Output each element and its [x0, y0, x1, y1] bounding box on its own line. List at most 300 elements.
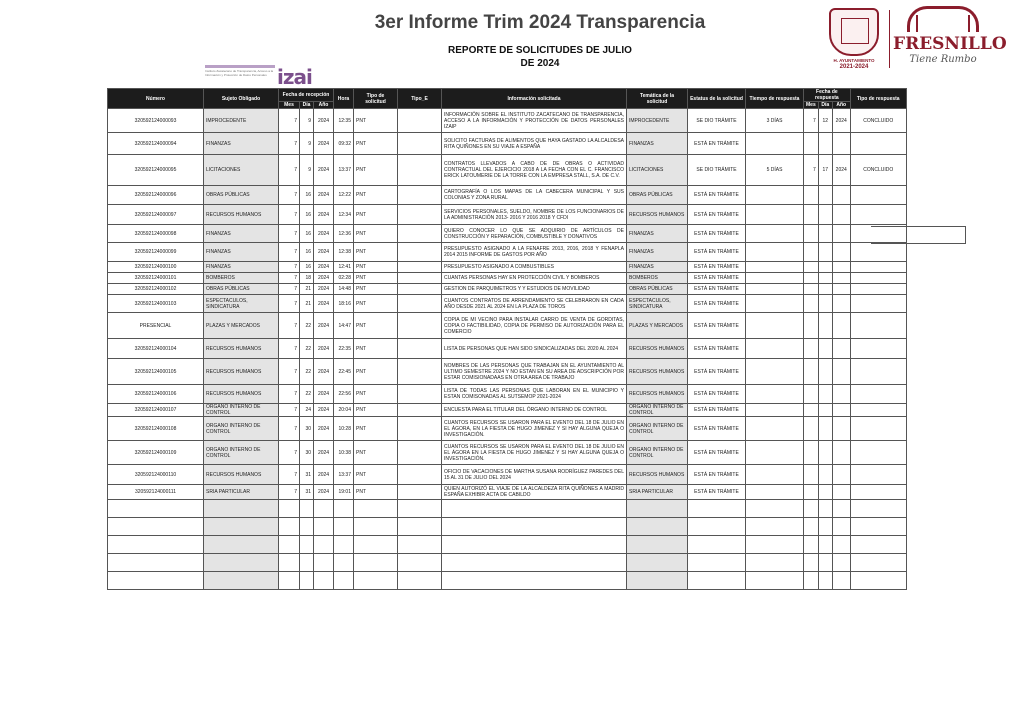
empty-cell	[442, 572, 627, 590]
cell-tipo-solicitud: PNT	[354, 295, 398, 313]
cell-resp-dia	[818, 359, 832, 385]
cell-numero: 320592124000105	[108, 359, 204, 385]
cell-anio: 2024	[314, 417, 334, 441]
cell-tiempo	[746, 262, 804, 273]
cell-dia: 16	[300, 225, 314, 243]
cell-numero: 320592124000094	[108, 133, 204, 155]
empty-cell	[850, 554, 906, 572]
cell-estatus: ESTÁ EN TRÁMITE	[688, 441, 746, 465]
cell-tipo-respuesta	[850, 313, 906, 339]
empty-cell	[832, 554, 850, 572]
cell-numero: 320592124000107	[108, 404, 204, 417]
cell-anio: 2024	[314, 205, 334, 225]
cell-anio: 2024	[314, 295, 334, 313]
cell-mes: 7	[279, 417, 300, 441]
cell-tipo-solicitud: PNT	[354, 313, 398, 339]
cell-hora: 12:35	[334, 109, 354, 133]
cell-estatus: ESTÁ EN TRÁMITE	[688, 205, 746, 225]
cell-resp-anio	[832, 385, 850, 404]
cell-tipo-e	[398, 339, 442, 359]
empty-cell	[279, 536, 300, 554]
cell-tipo-e	[398, 385, 442, 404]
empty-cell	[354, 500, 398, 518]
cell-resp-anio	[832, 186, 850, 205]
empty-cell	[398, 554, 442, 572]
cell-tematica: RECURSOS HUMANOS	[627, 359, 688, 385]
cell-mes: 7	[279, 359, 300, 385]
cell-hora: 12:22	[334, 186, 354, 205]
cell-numero: 320592124000104	[108, 339, 204, 359]
cell-tematica: ORGANO INTERNO DE CONTROL	[627, 404, 688, 417]
table-row	[108, 273, 907, 284]
cell-info: CUANTOS CONTRATOS DE ARRENDAMIENTO SE CELEBRARON EN CADA AÑO DESDE 2021 AL 2024 EN LA PLAZA DE TOROS	[442, 295, 627, 313]
cell-mes: 7	[279, 273, 300, 284]
cell-dia: 9	[300, 109, 314, 133]
report-title: 3er Informe Trim 2024 Transparencia	[374, 12, 706, 33]
table-row	[108, 186, 907, 205]
cell-resp-anio	[832, 243, 850, 262]
cell-tematica: RECURSOS HUMANOS	[627, 205, 688, 225]
col-resp-anio: Año	[832, 102, 850, 109]
cell-tipo-e	[398, 273, 442, 284]
cell-sujeto: RECURSOS HUMANOS	[204, 205, 279, 225]
cell-tiempo	[746, 485, 804, 500]
cell-tipo-e	[398, 485, 442, 500]
cell-tematica: FINANZAS	[627, 133, 688, 155]
cell-anio: 2024	[314, 359, 334, 385]
cell-tipo-respuesta	[850, 404, 906, 417]
izai-logo	[205, 65, 323, 87]
cell-resp-anio	[832, 404, 850, 417]
table-row	[108, 404, 907, 417]
cell-resp-mes	[804, 485, 819, 500]
cell-dia: 31	[300, 485, 314, 500]
cell-mes: 7	[279, 465, 300, 485]
cell-dia: 22	[300, 313, 314, 339]
table-row	[108, 284, 907, 295]
cell-sujeto: OBRAS PÚBLICAS	[204, 186, 279, 205]
cell-tipo-solicitud: PNT	[354, 133, 398, 155]
cell-resp-mes	[804, 339, 819, 359]
col-resp-dia: Día	[818, 102, 832, 109]
col-sujeto: Sujeto Obligado	[204, 89, 279, 109]
cell-resp-mes	[804, 133, 819, 155]
cell-tipo-solicitud: PNT	[354, 225, 398, 243]
cell-resp-anio: 2024	[832, 109, 850, 133]
cell-resp-mes	[804, 225, 819, 243]
table-row	[108, 155, 907, 186]
empty-cell	[108, 518, 204, 536]
empty-cell	[334, 500, 354, 518]
empty-cell	[354, 536, 398, 554]
cell-resp-anio	[832, 225, 850, 243]
cell-info: SOLICITO FACTURAS DE ALIMENTOS QUE HAYA GASTADO LA ALCALDESA RITA QUIÑONES EN SU VIAJE A ESPAÑA	[442, 133, 627, 155]
empty-cell	[300, 518, 314, 536]
col-mes: Mes	[279, 102, 300, 109]
cell-tipo-e	[398, 441, 442, 465]
cell-info: PRESUPUESTO ASIGNADO A LA FENAFRE 2013, 2016, 2018 Y FENAPLA 2014 2015 INFORME DE GASTOS POR AÑO	[442, 243, 627, 262]
cell-resp-anio	[832, 273, 850, 284]
cell-resp-dia	[818, 313, 832, 339]
cell-numero: 320592124000098	[108, 225, 204, 243]
cell-tiempo	[746, 385, 804, 404]
cell-tipo-e	[398, 359, 442, 385]
cell-tipo-solicitud: PNT	[354, 205, 398, 225]
cell-estatus: ESTÁ EN TRÁMITE	[688, 133, 746, 155]
cell-resp-mes	[804, 417, 819, 441]
empty-cell	[204, 500, 279, 518]
cell-anio: 2024	[314, 243, 334, 262]
cell-hora: 12:38	[334, 243, 354, 262]
cell-dia: 9	[300, 155, 314, 186]
cell-tipo-e	[398, 295, 442, 313]
cell-dia: 16	[300, 262, 314, 273]
cell-tipo-respuesta	[850, 295, 906, 313]
cell-tematica: LICITACIONES	[627, 155, 688, 186]
table-row	[108, 485, 907, 500]
table-row	[108, 109, 907, 133]
cell-numero: 320592124000095	[108, 155, 204, 186]
col-info: Información solicitada	[442, 89, 627, 109]
col-numero: Número	[108, 89, 204, 109]
empty-cell	[688, 518, 746, 536]
cell-numero: 320592124000100	[108, 262, 204, 273]
cell-tiempo	[746, 273, 804, 284]
cell-resp-dia	[818, 284, 832, 295]
empty-cell	[688, 572, 746, 590]
cell-tipo-e	[398, 109, 442, 133]
cell-info: GESTION DE PARQUIMETROS Y Y ESTUDIOS DE MOVILIDAD	[442, 284, 627, 295]
empty-cell	[818, 572, 832, 590]
subtitle-line-2: DE 2024	[520, 58, 560, 69]
cell-resp-dia: 12	[818, 109, 832, 133]
cell-resp-dia	[818, 385, 832, 404]
cell-numero: 320592124000097	[108, 205, 204, 225]
empty-cell	[627, 500, 688, 518]
empty-cell	[627, 572, 688, 590]
empty-cell	[334, 518, 354, 536]
cell-tiempo	[746, 441, 804, 465]
empty-cell	[279, 500, 300, 518]
coat-of-arms-icon	[829, 8, 879, 56]
cell-tematica: ORGANO INTERNO DE CONTROL	[627, 441, 688, 465]
cell-tipo-e	[398, 243, 442, 262]
cell-tematica: FINANZAS	[627, 243, 688, 262]
cell-sujeto: RECURSOS HUMANOS	[204, 359, 279, 385]
empty-cell	[398, 572, 442, 590]
empty-cell	[300, 536, 314, 554]
cell-resp-anio	[832, 313, 850, 339]
cell-info: QUIERO CONOCER LO QUE SE ADQUIRIO DE ARTÍCULOS DE CONSTRUCCIÓN Y REPARACIÓN, COMBUSTIBLE Y DONATIVOS	[442, 225, 627, 243]
empty-cell	[300, 572, 314, 590]
empty-cell	[804, 572, 819, 590]
empty-cell	[627, 536, 688, 554]
cell-tipo-solicitud: PNT	[354, 359, 398, 385]
cell-tematica: ESPECTACULOS, SINDICATURA	[627, 295, 688, 313]
empty-cell	[832, 572, 850, 590]
cell-tematica: ORGANO INTERNO DE CONTROL	[627, 417, 688, 441]
cell-tipo-e	[398, 313, 442, 339]
seal-caption: H. AYUNTAMIENTO	[833, 58, 875, 63]
cell-info: OFICIO DE VACACIONES DE MARTHA SUSANA RODRÍGUEZ PAREDES DEL 15 AL 31 DE JULIO DEL 2024	[442, 465, 627, 485]
col-fecha-respuesta: Fecha de respuesta	[804, 89, 851, 102]
cell-numero: 320592124000093	[108, 109, 204, 133]
cell-sujeto: ORGANO INTERNO DE CONTROL	[204, 417, 279, 441]
cell-tipo-respuesta	[850, 262, 906, 273]
empty-cell	[314, 500, 334, 518]
col-dia: Día	[300, 102, 314, 109]
cell-anio: 2024	[314, 155, 334, 186]
cell-sujeto: RECURSOS HUMANOS	[204, 465, 279, 485]
cell-resp-mes	[804, 243, 819, 262]
cell-tipo-respuesta	[850, 205, 906, 225]
cell-hora: 12:36	[334, 225, 354, 243]
cell-tipo-respuesta: CONCLUIDO	[850, 109, 906, 133]
cell-numero: 320592124000108	[108, 417, 204, 441]
empty-cell	[398, 536, 442, 554]
cell-sujeto: BOMBEROS	[204, 273, 279, 284]
cell-hora: 12:34	[334, 205, 354, 225]
empty-cell	[314, 536, 334, 554]
cell-info: CUANTAS PERSONAS HAY EN PROTECCIÓN CIVIL Y BOMBEROS	[442, 273, 627, 284]
empty-cell	[688, 554, 746, 572]
table-row	[108, 465, 907, 485]
cell-tiempo: 5 DÍAS	[746, 155, 804, 186]
empty-cell	[850, 518, 906, 536]
empty-cell	[204, 572, 279, 590]
cell-mes: 7	[279, 485, 300, 500]
table-row	[108, 385, 907, 404]
cell-anio: 2024	[314, 404, 334, 417]
cell-mes: 7	[279, 155, 300, 186]
cell-tiempo	[746, 359, 804, 385]
cell-info: QUIEN AUTORIZÓ EL VIAJE DE LA ALCALDEZA RITA QUIÑONES A MADRID ESPAÑA EXHIBIR ACTA DE CABILDO	[442, 485, 627, 500]
empty-cell	[442, 518, 627, 536]
cell-resp-dia	[818, 133, 832, 155]
cell-mes: 7	[279, 441, 300, 465]
cell-dia: 31	[300, 465, 314, 485]
empty-cell	[850, 500, 906, 518]
col-hora: Hora	[334, 89, 354, 109]
cell-sujeto: SRIA PARTICULAR	[204, 485, 279, 500]
cell-sujeto: FINANZAS	[204, 262, 279, 273]
cell-anio: 2024	[314, 273, 334, 284]
cell-numero: PRESENCIAL	[108, 313, 204, 339]
cell-resp-mes	[804, 404, 819, 417]
cell-dia: 30	[300, 417, 314, 441]
cell-tipo-solicitud: PNT	[354, 155, 398, 186]
cell-info: LISTA DE PERSONAS QUE HAN SIDO SINDICALIZADAS DEL 2020 AL 2024	[442, 339, 627, 359]
empty-cell	[314, 554, 334, 572]
cell-tiempo: 3 DÍAS	[746, 109, 804, 133]
cell-tipo-e	[398, 205, 442, 225]
cell-numero: 320592124000109	[108, 441, 204, 465]
empty-cell	[442, 536, 627, 554]
table-row	[108, 205, 907, 225]
empty-cell	[108, 500, 204, 518]
table-row	[108, 339, 907, 359]
cell-hora: 10:28	[334, 417, 354, 441]
cell-tipo-e	[398, 284, 442, 295]
arch-icon	[907, 6, 979, 32]
table-row	[108, 243, 907, 262]
cell-tematica: FINANZAS	[627, 262, 688, 273]
cell-numero: 320592124000110	[108, 465, 204, 485]
empty-cell	[314, 518, 334, 536]
cell-estatus: ESTÁ EN TRÁMITE	[688, 485, 746, 500]
cell-estatus: ESTÁ EN TRÁMITE	[688, 295, 746, 313]
cell-mes: 7	[279, 225, 300, 243]
cell-tipo-solicitud: PNT	[354, 109, 398, 133]
cell-resp-anio	[832, 284, 850, 295]
cell-resp-mes	[804, 205, 819, 225]
cell-tematica: RECURSOS HUMANOS	[627, 385, 688, 404]
empty-cell	[746, 572, 804, 590]
cell-tipo-respuesta	[850, 359, 906, 385]
cell-resp-dia	[818, 262, 832, 273]
empty-cell	[832, 518, 850, 536]
cell-hora: 12:41	[334, 262, 354, 273]
table-row	[108, 313, 907, 339]
cell-tipo-solicitud: PNT	[354, 273, 398, 284]
cell-tematica: PLAZAS Y MERCADOS	[627, 313, 688, 339]
fresnillo-tagline: Tiene Rumbo	[909, 54, 977, 65]
cell-sujeto: PLAZAS Y MERCADOS	[204, 313, 279, 339]
cell-resp-mes	[804, 295, 819, 313]
empty-cell	[354, 554, 398, 572]
cell-resp-mes	[804, 273, 819, 284]
cell-dia: 16	[300, 186, 314, 205]
empty-cell	[850, 572, 906, 590]
col-tipo-e: Tipo_E	[398, 89, 442, 109]
table-row	[108, 295, 907, 313]
table-row	[108, 225, 907, 243]
cell-anio: 2024	[314, 465, 334, 485]
cell-tipo-respuesta	[850, 186, 906, 205]
logo-divider	[889, 10, 890, 68]
cell-numero: 320592124000101	[108, 273, 204, 284]
cell-mes: 7	[279, 313, 300, 339]
cell-resp-dia	[818, 243, 832, 262]
subtitle-line-1: REPORTE DE SOLICITUDES DE JULIO	[448, 45, 632, 56]
cell-dia: 22	[300, 359, 314, 385]
empty-cell	[442, 554, 627, 572]
empty-cell	[746, 554, 804, 572]
empty-row	[108, 554, 907, 572]
cell-estatus: ESTÁ EN TRÁMITE	[688, 273, 746, 284]
cell-tipo-e	[398, 417, 442, 441]
empty-cell	[804, 536, 819, 554]
cell-info: PRESUPUESTO ASIGNADO A COMBUSTIBLES	[442, 262, 627, 273]
cell-sujeto: ORGANO INTERNO DE CONTROL	[204, 404, 279, 417]
empty-cell	[442, 500, 627, 518]
cell-tipo-e	[398, 225, 442, 243]
cell-resp-mes	[804, 385, 819, 404]
fresnillo-name: FRESNILLO	[893, 34, 1007, 54]
cell-numero: 320592124000103	[108, 295, 204, 313]
cell-tipo-e	[398, 404, 442, 417]
cell-tipo-solicitud: PNT	[354, 417, 398, 441]
cell-estatus: SE DIO TRÁMITE	[688, 109, 746, 133]
requests-table	[107, 88, 907, 590]
cell-resp-dia	[818, 186, 832, 205]
cell-anio: 2024	[314, 313, 334, 339]
cell-tematica: OBRAS PÚBLICAS	[627, 186, 688, 205]
cell-tematica: FINANZAS	[627, 225, 688, 243]
table-row	[108, 441, 907, 465]
col-fecha-recepcion: Fecha de recepción	[279, 89, 334, 102]
table-row	[108, 417, 907, 441]
cell-resp-anio	[832, 417, 850, 441]
cell-tematica: RECURSOS HUMANOS	[627, 465, 688, 485]
cell-sujeto: ORGANO INTERNO DE CONTROL	[204, 441, 279, 465]
cell-resp-anio	[832, 485, 850, 500]
cell-resp-dia	[818, 441, 832, 465]
cell-mes: 7	[279, 339, 300, 359]
cell-hora: 09:32	[334, 133, 354, 155]
cell-estatus: ESTÁ EN TRÁMITE	[688, 465, 746, 485]
empty-cell	[627, 518, 688, 536]
cell-tiempo	[746, 133, 804, 155]
izai-logo-bar	[205, 65, 275, 68]
cell-info: CARTOGRAFÍA O LOS MAPAS DE LA CABECERA MUNICIPAL Y SUS COLONIAS Y ZONA RURAL	[442, 186, 627, 205]
empty-cell	[804, 518, 819, 536]
cell-tiempo	[746, 295, 804, 313]
empty-cell	[354, 572, 398, 590]
cell-sujeto: RECURSOS HUMANOS	[204, 385, 279, 404]
empty-cell	[279, 554, 300, 572]
cell-estatus: ESTÁ EN TRÁMITE	[688, 385, 746, 404]
cell-resp-anio	[832, 295, 850, 313]
empty-row	[108, 500, 907, 518]
cell-tipo-respuesta	[850, 339, 906, 359]
cell-resp-dia	[818, 485, 832, 500]
col-tiempo: Tiempo de respuesta	[746, 89, 804, 109]
cell-info: CUANTOS RECURSOS SE USARON PARA EL EVENTO DEL 18 DE JULIO EN EL ÁGORA EN LA FIESTA DE HUGO JIMENEZ Y SI HAY ALGUNA QUEJA O INVESTIGACIÓN.	[442, 441, 627, 465]
cell-tematica: RECURSOS HUMANOS	[627, 339, 688, 359]
cell-sujeto: RECURSOS HUMANOS	[204, 339, 279, 359]
cell-tiempo	[746, 417, 804, 441]
empty-cell	[300, 554, 314, 572]
cell-resp-dia	[818, 295, 832, 313]
cell-mes: 7	[279, 262, 300, 273]
table-row	[108, 133, 907, 155]
empty-cell	[832, 536, 850, 554]
cell-tipo-e	[398, 186, 442, 205]
cell-sujeto: LICITACIONES	[204, 155, 279, 186]
cell-tipo-solicitud: PNT	[354, 385, 398, 404]
cell-hora: 20:04	[334, 404, 354, 417]
cell-tipo-respuesta: CONCLUIDO	[850, 155, 906, 186]
cell-dia: 22	[300, 339, 314, 359]
cell-resp-anio	[832, 441, 850, 465]
cell-dia: 21	[300, 295, 314, 313]
cell-resp-anio	[832, 133, 850, 155]
fresnillo-logo	[893, 6, 1007, 70]
cell-hora: 22:45	[334, 359, 354, 385]
cell-info: INFORMACIÓN SOBRE EL INSTITUTO ZACATECANO DE TRANSPARENCIA, ACCESO A LA INFORMACIÓN Y PROTECCIÓN DE DATOS PERSONALES IZAIP	[442, 109, 627, 133]
cell-sujeto: FINANZAS	[204, 225, 279, 243]
cell-info: LISTA DE TODAS LAS PERSONAS QUE LABORAN EN EL MUNICIPIO Y ESTAN COMISONADAS AL SUTSEMOP 2021-2024	[442, 385, 627, 404]
empty-cell	[108, 572, 204, 590]
empty-cell	[850, 536, 906, 554]
cell-tiempo	[746, 284, 804, 295]
col-tematica: Temática de la solicitud	[627, 89, 688, 109]
cell-tiempo	[746, 339, 804, 359]
cell-tipo-solicitud: PNT	[354, 339, 398, 359]
cell-tipo-respuesta	[850, 385, 906, 404]
cell-info: SERVICIOS PERSONALES, SUELDO, NOMBRE DE LOS FUNCIONARIOS DE LA ADMINISTRACIÓN 2013- 2016 Y 2016 2018 Y CFDI	[442, 205, 627, 225]
